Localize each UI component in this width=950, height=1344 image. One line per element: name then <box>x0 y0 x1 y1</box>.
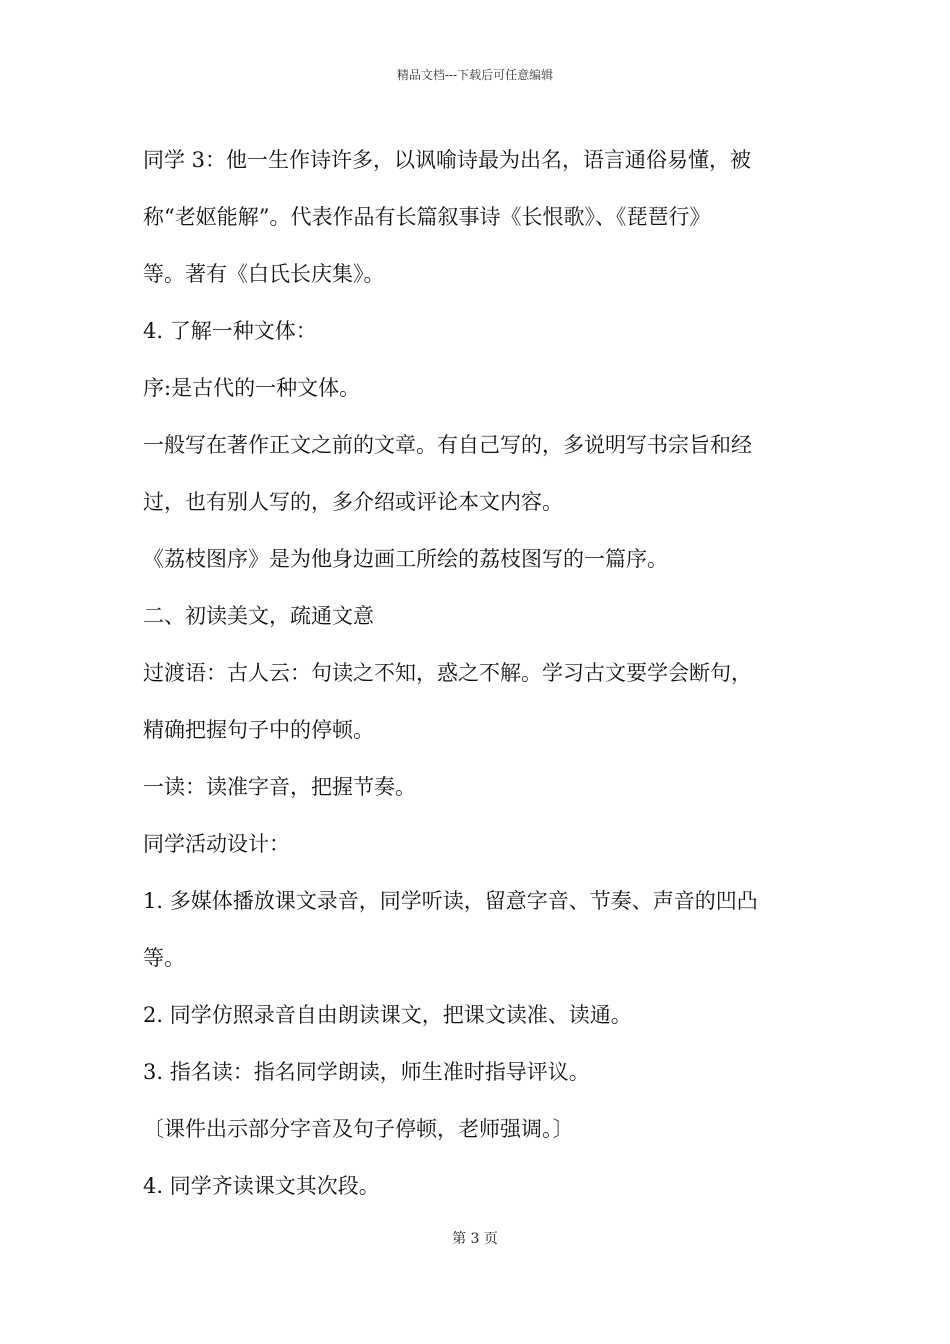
section-heading: 二、初读美文，疏通文意 <box>143 604 374 628</box>
page-number: 第 3 页 <box>452 1231 498 1247</box>
text-line: 同学 3：他一生作诗许多，以讽喻诗最为出名，语言通俗易懂，被 <box>143 148 752 172</box>
text-line: 《荔枝图序》是为他身边画工所绘的荔枝图写的一篇序。 <box>143 547 668 571</box>
text-line: 一般写在著作正文之前的文章。有自己写的，多说明写书宗旨和经 <box>143 433 752 457</box>
text-line: 称“老妪能解”。代表作品有长篇叙事诗《长恨歌》、《琵琶行》 <box>143 205 711 229</box>
text-line: 等。著有《白氏长庆集》。 <box>143 262 385 286</box>
text-line: 2. 同学仿照录音自由朗读课文，把课文读准、读通。 <box>143 1003 632 1027</box>
text-line: 1. 多媒体播放课文录音，同学听读，留意字音、节奏、声音的凹凸 <box>143 889 758 913</box>
text-line: 一读：读准字音，把握节奏。 <box>143 775 416 799</box>
page-header: 精品文档---下载后可任意编辑 <box>396 68 554 82</box>
text-line: 3. 指名读：指名同学朗读，师生准时指导评议。 <box>143 1060 590 1084</box>
text-line: 4. 同学齐读课文其次段。 <box>143 1174 380 1198</box>
text-line: 4. 了解一种文体： <box>143 319 317 343</box>
text-line: 序:是古代的一种文体。 <box>143 376 361 400</box>
text-line: 精确把握句子中的停顿。 <box>143 718 374 742</box>
text-line: 过渡语：古人云：句读之不知，惑之不解。学习古文要学会断句， <box>143 661 752 685</box>
text-line: 等。 <box>143 946 185 970</box>
text-line: 〔课件出示部分字音及句子停顿，老师强调。〕 <box>143 1117 574 1141</box>
text-line: 同学活动设计： <box>143 832 290 856</box>
document-body <box>143 132 823 1215</box>
text-line: 过，也有别人写的，多介绍或评论本文内容。 <box>143 490 563 514</box>
